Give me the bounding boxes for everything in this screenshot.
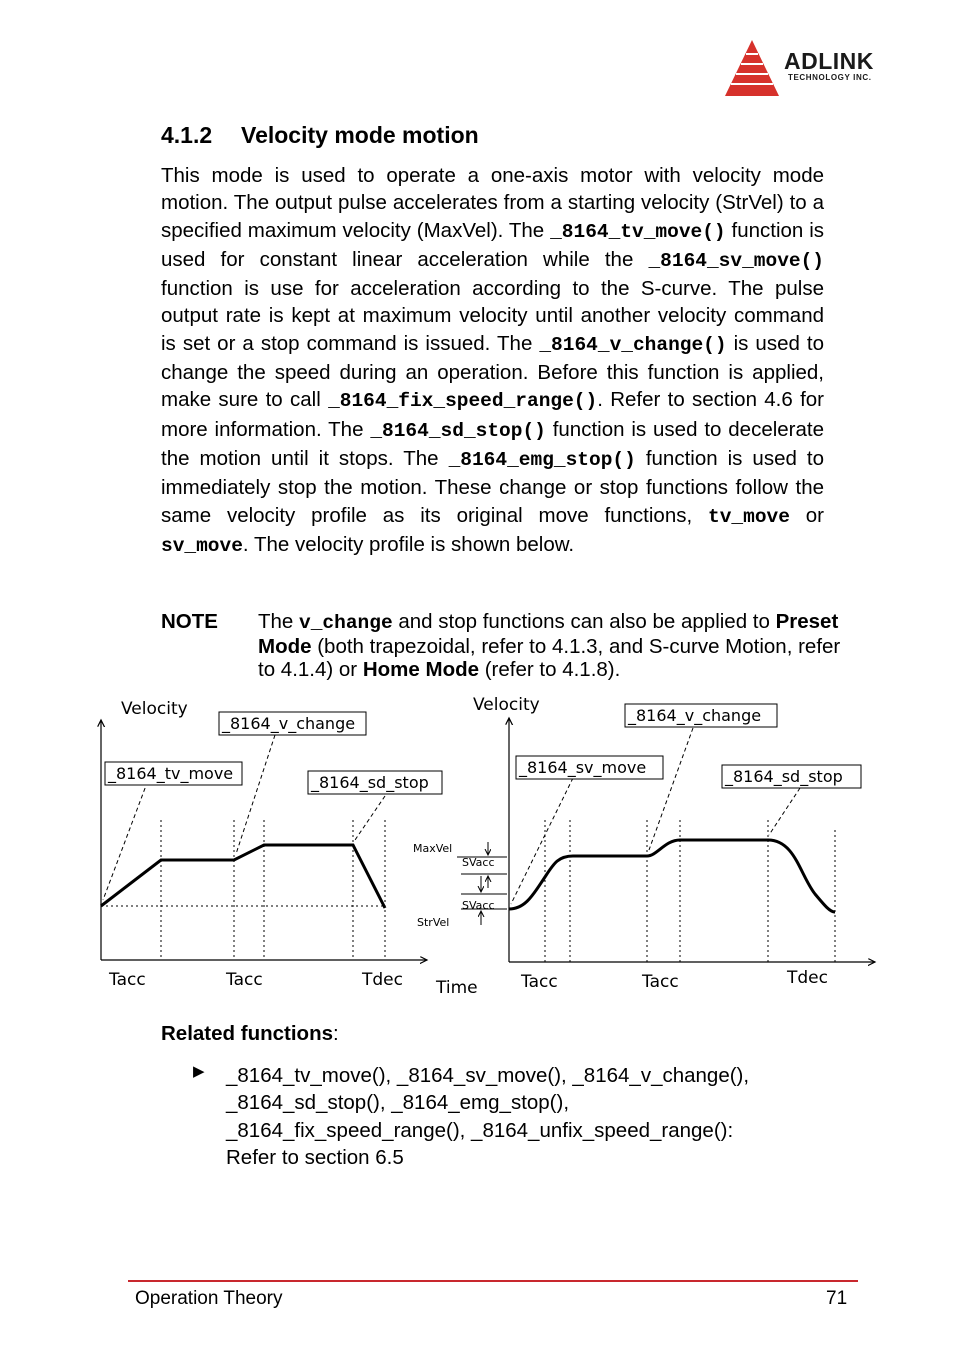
section-heading — [161, 122, 479, 149]
text-run: This mode is used to operate a one-axis motor with velocity mode motion. The output pulse accelerates from a starting velocity (StrVel) to a specified maximum velocity (MaxVel). The — [161, 164, 824, 242]
left-velocity-curve — [101, 845, 385, 908]
related-functions-line: _8164_sd_stop(), _8164_emg_stop(), — [226, 1091, 570, 1115]
footer-chapter: Operation Theory — [135, 1288, 283, 1309]
velocity-level-annotations — [413, 842, 507, 929]
left-tick-tdec: Tdec — [362, 970, 403, 990]
text-run: function is used to immediately stop the motion. These change or stop functions follow the same velocity profile as its original move functions, — [161, 446, 824, 527]
left-label-sd-stop: _8164_sd_stop — [311, 773, 429, 792]
function-name: _8164_tv_move() — [550, 220, 726, 243]
section-number: 4.1.2 — [161, 122, 213, 148]
section-title: Velocity mode motion — [241, 122, 479, 148]
text-run: is used to change the speed during an operation. Before this function is applied, make sure to call — [161, 331, 824, 412]
function-name: _8164_emg_stop() — [448, 448, 636, 471]
right-label-sv-move: _8164_sv_move — [519, 758, 647, 777]
text-run: (refer to 4.1.8). — [479, 658, 621, 681]
function-name: sv_move — [161, 534, 243, 557]
footer-rule — [128, 1280, 858, 1282]
function-name: _8164_v_change() — [539, 333, 727, 356]
text-run: and stop functions can also be applied to — [392, 610, 776, 633]
function-name: _8164_sv_move() — [648, 249, 824, 272]
function-name: _8164_fix_speed_range() — [328, 390, 598, 413]
maxvel-label: MaxVel — [413, 842, 453, 855]
left-label-tv-move: _8164_tv_move — [108, 764, 234, 783]
note-text — [258, 610, 858, 681]
right-tick-tacc-2: Tacc — [642, 972, 679, 992]
brand-tagline: TECHNOLOGY INC. — [788, 73, 872, 82]
text-run: function is used to decelerate the motion until it stops. The — [161, 417, 824, 470]
right-ylabel: Velocity — [473, 695, 540, 715]
bold-term: Home Mode — [362, 658, 480, 681]
text-run: function is used for constant linear acceleration while the — [161, 218, 825, 271]
text-run: (both trapezoidal, refer to 4.1.3, and S-curve Motion, refer to 4.1.4) or — [258, 635, 841, 681]
related-functions-line: _8164_tv_move(), _8164_sv_move(), _8164_v_change(), — [226, 1064, 750, 1087]
strvel-label: StrVel — [417, 916, 450, 929]
note-label: NOTE — [161, 610, 218, 633]
right-plot — [473, 695, 875, 992]
function-name: v_change — [299, 612, 393, 634]
text-run: The — [258, 610, 300, 633]
adlink-logo — [722, 38, 912, 100]
svacc-top-label: SVacc — [462, 856, 495, 869]
brand-name: ADLINK — [784, 48, 874, 74]
related-functions-list — [226, 1062, 846, 1171]
page-number: 71 — [826, 1288, 848, 1309]
bullet-triangle-icon: ▶ — [193, 1063, 205, 1080]
left-tick-tacc-1: Tacc — [109, 970, 146, 990]
text-run: . The velocity profile is shown below. — [242, 532, 575, 556]
text-run: . Refer to section 4.6 for more information. The — [161, 388, 824, 441]
adlink-pyramid-icon — [722, 38, 782, 100]
right-velocity-curve — [509, 840, 835, 912]
left-xlabel: Time — [436, 978, 478, 998]
body-paragraph — [161, 162, 824, 560]
text-run: function is use for acceleration according to the S-curve. The pulse output rate is kept at maximum velocity until another velocity command is set or a stop command is issued. The — [161, 277, 824, 355]
left-ylabel: Velocity — [121, 699, 188, 719]
right-label-v-change: _8164_v_change — [628, 706, 762, 725]
bold-term: Preset Mode — [258, 610, 839, 658]
right-label-sd-stop: _8164_sd_stop — [725, 767, 843, 786]
related-functions-line: Refer to section 6.5 — [226, 1145, 404, 1169]
left-tick-tacc-2: Tacc — [226, 970, 263, 990]
related-functions-line: _8164_fix_speed_range(), _8164_unfix_speed_range(): — [226, 1118, 734, 1142]
svacc-bottom-label: SVacc — [462, 899, 495, 912]
right-tick-tacc-1: Tacc — [521, 972, 558, 992]
left-label-v-change: _8164_v_change — [222, 714, 356, 733]
related-functions-colon: : — [333, 1022, 339, 1045]
related-functions-label: Related functions — [161, 1022, 333, 1045]
related-functions-heading — [161, 1022, 339, 1046]
function-name: tv_move — [708, 505, 790, 528]
right-tick-tdec: Tdec — [787, 968, 828, 988]
velocity-profile-figure — [95, 690, 885, 1005]
text-run: or — [789, 503, 824, 527]
function-name: _8164_sd_stop() — [370, 419, 546, 442]
